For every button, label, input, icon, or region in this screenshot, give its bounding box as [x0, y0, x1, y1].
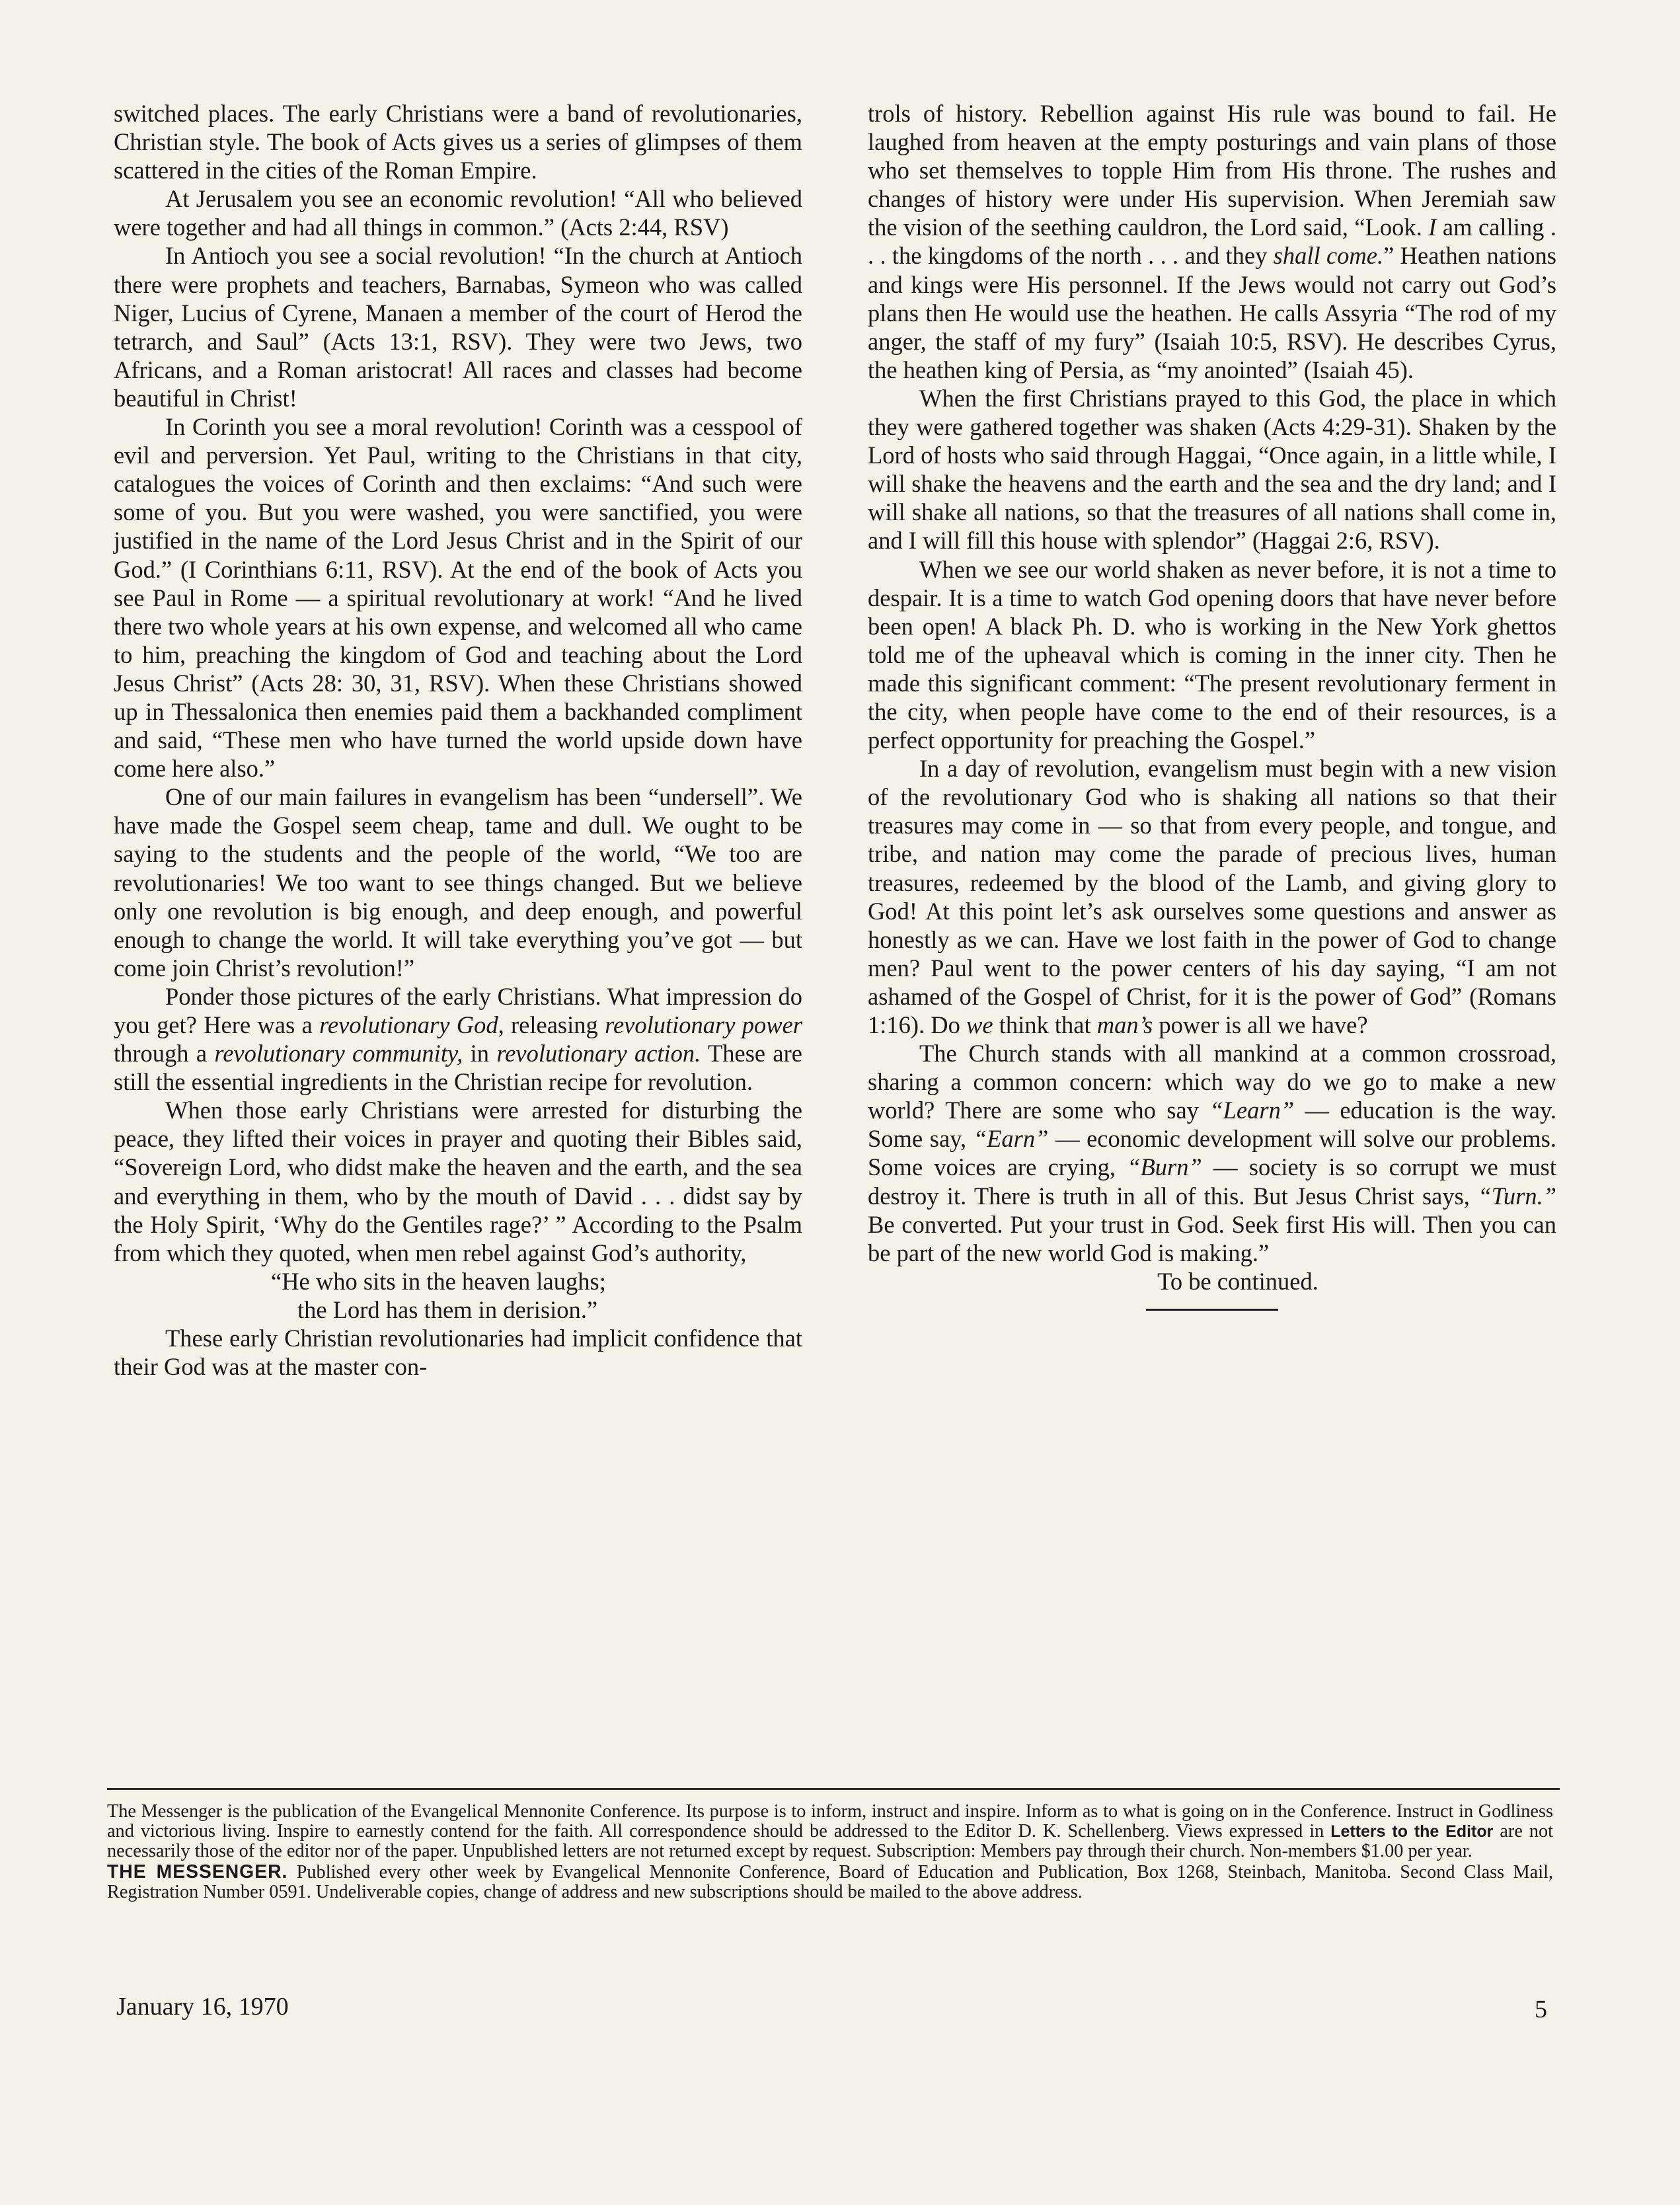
to-be-continued: To be continued.	[1157, 1267, 1318, 1295]
publication-name: THE MESSENGER.	[107, 1861, 288, 1882]
letters-label: Letters to the Editor	[1330, 1822, 1494, 1841]
masthead-purpose: The Messenger is the publication of the Evangelical Mennonite Conference. Its purpose is to inform, instruct and inspire. Inform as to what is going on in the Conference. Instruct in Godliness and victorious living. Inspire to earnestly contend for the faith. All correspondence should be addressed to the Editor D. K. Schellenberg. Views expressed in Letters to the Editor are not necessarily those of the editor nor of the paper. Unpublished letters are not returned except by request. Subscription: Members pay through their church. Non-members $1.00 per year.	[107, 1801, 1554, 1861]
article-paragraph: trols of history. Rebellion against His rule was bound to fail. He laughed from heaven at the empty posturings and vain plans of those who set themselves to topple Him from His throne. The rushes and changes of history were under His supervision. When Jeremiah saw the vision of the seething cauldron, the Lord said, “Look. I am calling . . . the kingdoms of the north . . . and they shall come.” Heathen nations and kings were His personnel. If the Jews would not carry out God’s plans then He would use the heathen. He calls Assyria “The rod of my anger, the staff of my fury” (Isaiah 10:5, RSV). He describes Cyrus, the heathen king of Persia, as “my anointed” (Isaiah 45).	[868, 100, 1556, 383]
article-paragraph: In a day of revolution, evangelism must begin with a new vision of the revolutionary God who is shaking all nations so that their treasures may come in — so that from every people, and tongue, and tribe, and nation may come the parade of precious lives, human treasures, redeemed by the blood of the Lamb, and giving glory to God! At this point let’s ask ourselves some questions and answer as honestly as we can. Have we lost faith in the power of God to change men? Paul went to the power centers of his day saying, “I am not ashamed of the Gospel of Christ, for it is the power of God” (Romans 1:16). Do we think that man’s power is all we have?	[868, 755, 1556, 1038]
article-paragraph: Ponder those pictures of the early Christians. What impression do you get? Here was a revolutionary God, releasing revolutionary power through a revolutionary community, in revolutionary action. These are still the essential ingredients in the Christian recipe for revolution.	[114, 982, 803, 1096]
article-paragraph: When the first Christians prayed to this God, the place in which they were gathered together was shaken (Acts 4:29-31). Shaken by the Lord of hosts who said through Haggai, “Once again, in a little while, I will shake the heavens and the earth and the sea and the dry land; and I will shake all nations, so that the treasures of all nations shall come in, and I will fill this house with splendor” (Haggai 2:6, RSV).	[868, 384, 1556, 555]
continued-rule	[1146, 1309, 1278, 1311]
article-column-left	[114, 99, 802, 1381]
psalm-verse-line: “He who sits in the heaven laughs;	[271, 1267, 606, 1295]
masthead-publisher: THE MESSENGER. Published every other week by Evangelical Mennonite Conference, Board of Education and Publication, Box 1268, Steinbach, Manitoba. Second Class Mail, Registration Number 0591. Undeliverable copies, change of address and new subscriptions should be mailed to the above address.	[107, 1861, 1554, 1902]
article-paragraph: The Church stands with all mankind at a common crossroad, sharing a common concern: which way do we go to make a new world? There are some who say “Learn” — education is the way. Some say, “Earn” — economic development will solve our problems. Some voices are crying, “Burn” — society is so corrupt we must destroy it. There is truth in all of this. But Jesus Christ says, “Turn.” Be converted. Put your trust in God. Seek first His will. Then you can be part of the new world God is making.”	[868, 1040, 1556, 1266]
article-column-right	[868, 99, 1556, 1311]
article-paragraph: When we see our world shaken as never before, it is not a time to despair. It is a time to watch God opening doors that have never before been open! A black Ph. D. who is working in the New York ghettos told me of the upheaval which is coming in the inner city. Then he made this significant comment: “The present revolutionary ferment in the city, when people have come to the end of their resources, is a perfect opportunity for preaching the Gospel.”	[868, 555, 1556, 754]
masthead-notice	[107, 1802, 1553, 1902]
article-paragraph: At Jerusalem you see an economic revolution! “All who believed were together and had all things in common.” (Acts 2:44, RSV)	[114, 185, 802, 241]
page-number: 5	[1535, 1995, 1547, 2023]
psalm-verse-line: the Lord has them in derision.”	[297, 1296, 598, 1323]
article-paragraph: One of our main failures in evangelism has been “undersell”. We have made the Gospel seem cheap, tame and dull. We ought to be saying to the students and the people of the world, “We too are revolutionaries! We too want to see things changed. But we believe only one revolution is big enough, and deep enough, and powerful enough to change the world. It will take everything you’ve got — but come join Christ’s revolution!”	[114, 783, 802, 982]
footer-divider	[107, 1788, 1560, 1790]
article-paragraph: In Corinth you see a moral revolution! Corinth was a cesspool of evil and perversion. Yet Paul, writing to the Christians in that city, catalogues the voices of Corinth and then exclaims: “And such were some of you. But you were washed, you were sanctified, you were justified in the name of the Lord Jesus Christ and in the Spirit of our God.” (I Corinthians 6:11, RSV). At the end of the book of Acts you see Paul in Rome — a spiritual revolutionary at work! “And he lived there two whole years at his own expense, and welcomed all who came to him, preaching the kingdom of God and teaching about the Lord Jesus Christ” (Acts 28: 30, 31, RSV). When these Christians showed up in Thessalonica then enemies paid them a backhanded compliment and said, “These men who have turned the world upside down have come here also.”	[114, 413, 802, 783]
article-paragraph: When those early Christians were arrested for disturbing the peace, they lifted their voices in prayer and quoting their Bibles said, “Sovereign Lord, who didst make the heaven and the earth, and the sea and everything in them, who by the mouth of David . . . didst say by the Holy Spirit, ‘Why do the Gentiles rage?’ ” According to the Psalm from which they quoted, when men rebel against God’s authority,	[114, 1097, 802, 1266]
article-paragraph: switched places. The early Christians were a band of revolutionaries, Christian style. The book of Acts gives us a series of glimpses of them scattered in the cities of the Roman Empire.	[114, 100, 802, 184]
article-paragraph: These early Christian revolutionaries had implicit confidence that their God was at the master con-	[114, 1325, 802, 1381]
article-paragraph: In Antioch you see a social revolution! “In the church at Antioch there were prophets and teachers, Barnabas, Symeon who was called Niger, Lucius of Cyrene, Manaen a member of the court of Herod the tetrarch, and Saul” (Acts 13:1, RSV). They were two Jews, two Africans, and a Roman aristocrat! All races and classes had become beautiful in Christ!	[114, 242, 802, 412]
issue-date: January 16, 1970	[116, 1993, 289, 2021]
